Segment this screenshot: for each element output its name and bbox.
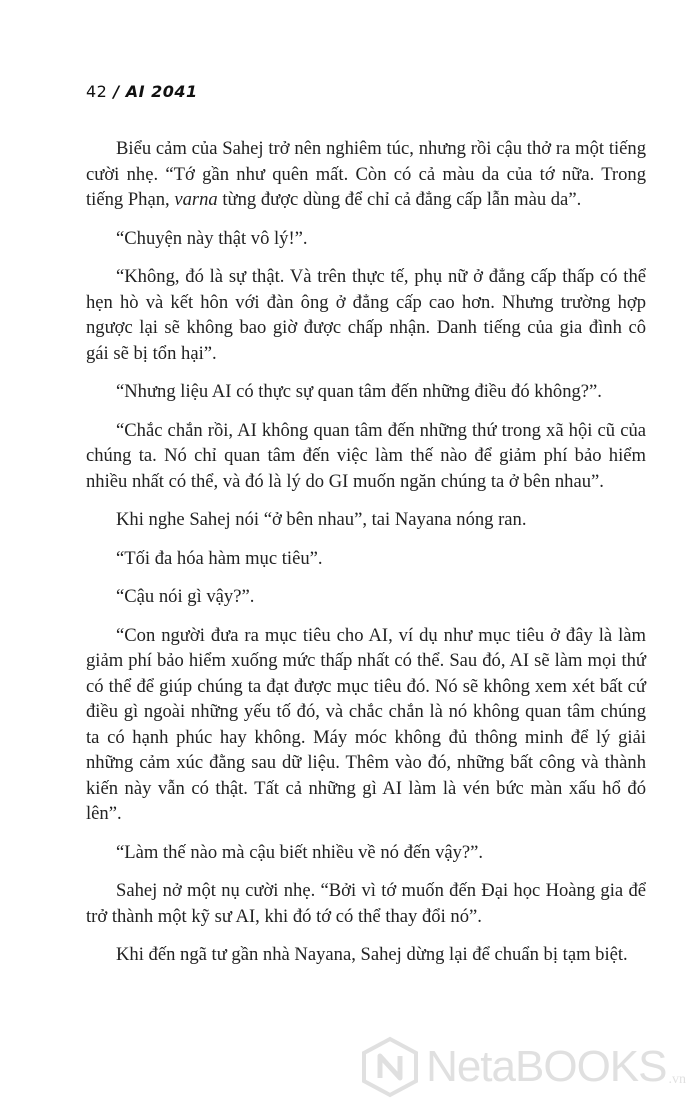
paragraph: Khi nghe Sahej nói “ở bên nhau”, tai Nayana nóng ran. [116, 509, 527, 530]
paragraph: “Con người đưa ra mục tiêu cho AI, ví dụ như mục tiêu ở đây là làm giảm phí bảo hiểm xuống mức thấp nhất có thể. Sau đó, AI sẽ làm mọi thứ có thể để giúp chúng ta đạt được mục tiêu đó. Nó sẽ không xem xét bất cứ điều gì ngoài những yếu tố đó, và chắc chắn là nó không quan tâm chúng ta có hạnh phúc hay không. Máy móc không đủ thông minh để lý giải những cảm xúc đằng sau dữ liệu. Thêm vào đó, những bất công và thành kiến này vẫn có thật. Tất cả những gì AI làm là vén bức màn xấu hổ đó lên”. [86, 624, 646, 824]
watermark-brand: NetaBOOKS [426, 1042, 667, 1091]
paragraph: Biểu cảm của Sahej trở nên nghiêm túc, nhưng rồi cậu thở ra một tiếng cười nhẹ. “Tớ gần như quên mất. Còn có cả màu da của tớ nữa. Trong tiếng Phạn, varna từng được dùng để chỉ cả đẳng cấp lẫn màu da”. [86, 138, 646, 210]
header-separator: / [113, 82, 120, 101]
netabooks-watermark [360, 1036, 686, 1098]
netabooks-logo-icon [360, 1036, 420, 1098]
book-title: AI 2041 [125, 82, 198, 101]
paragraph: “Không, đó là sự thật. Và trên thực tế, phụ nữ ở đẳng cấp thấp có thể hẹn hò và kết hôn với đàn ông ở đẳng cấp cao hơn. Nhưng trường hợp ngược lại sẽ không bao giờ được chấp nhận. Danh tiếng của gia đình cô gái sẽ bị tổn hại”. [86, 266, 646, 364]
paragraph: “Chuyện này thật vô lý!”. [116, 227, 308, 249]
paragraph: Sahej nở một nụ cười nhẹ. “Bởi vì tớ muốn đến Đại học Hoàng gia để trở thành một kỹ sư AI, khi đó tớ có thể thay đổi nó”. [86, 880, 646, 927]
watermark-suffix: .vn [668, 1072, 686, 1087]
paragraph: “Nhưng liệu AI có thực sự quan tâm đến những điều đó không?”. [116, 381, 602, 402]
paragraph: “Chắc chắn rồi, AI không quan tâm đến những thứ trong xã hội cũ của chúng ta. Nó chỉ quan tâm đến việc làm thế nào để giảm phí bảo hiểm nhiều nhất có thể, và đó là lý do GI muốn ngăn chúng ta ở bên nhau”. [86, 419, 646, 492]
paragraph: “Cậu nói gì vậy?”. [116, 586, 255, 607]
page-number: 42 [86, 82, 108, 101]
paragraph: “Tối đa hóa hàm mục tiêu”. [116, 547, 323, 569]
paragraph: Khi đến ngã tư gần nhà Nayana, Sahej dừng lại để chuẩn bị tạm biệt. [116, 944, 628, 965]
page-body [86, 136, 646, 981]
paragraph: “Làm thế nào mà cậu biết nhiều về nó đến vậy?”. [116, 841, 484, 863]
running-header [86, 82, 198, 101]
